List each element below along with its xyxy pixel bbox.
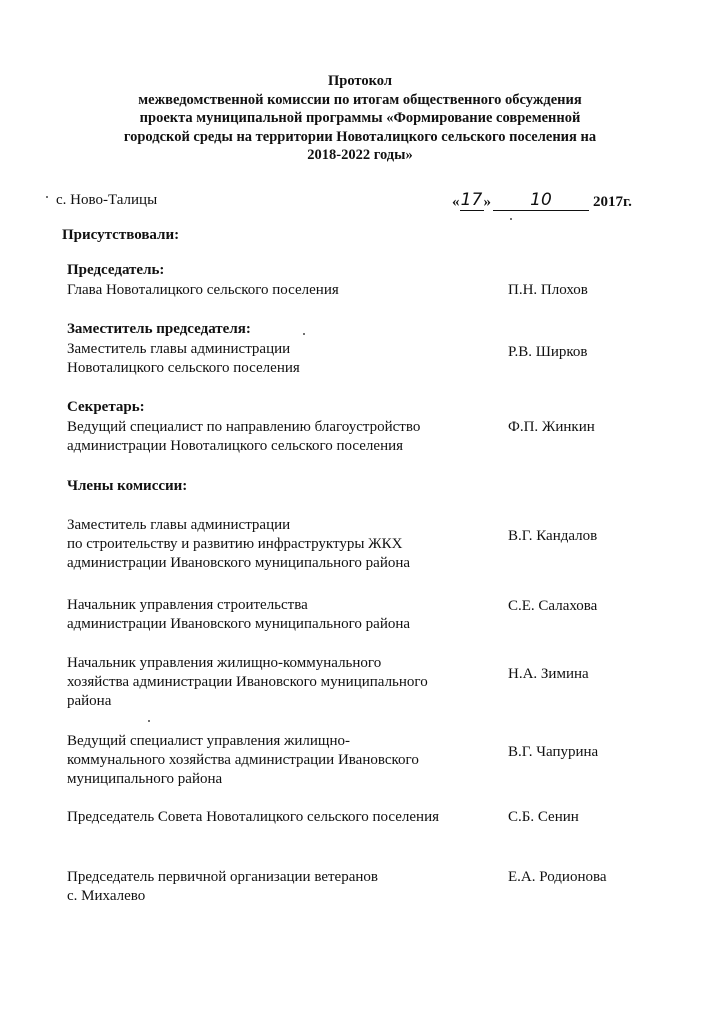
- role-line: по строительству и развитию инфраструктуры ЖКХ: [67, 536, 403, 552]
- chairman-name: П.Н. Плохов: [508, 282, 588, 298]
- member-name: С.Б. Сенин: [508, 809, 579, 825]
- member-name: С.Е. Салахова: [508, 598, 598, 614]
- member-name: В.Г. Кандалов: [508, 528, 598, 544]
- document-title: [40, 72, 680, 165]
- date-open-quote: «: [452, 194, 460, 210]
- title-heading: Протокол: [328, 73, 392, 89]
- role-line: Председатель Совета Новоталицкого сельского поселения: [67, 809, 439, 825]
- member-name: Е.А. Родионова: [508, 869, 607, 885]
- deputy-name: Р.В. Ширков: [508, 344, 588, 360]
- role-line: муниципального района: [67, 771, 223, 787]
- member-role: [67, 732, 497, 789]
- title-line: межведомственной комиссии по итогам общественного обсуждения: [138, 91, 582, 108]
- role-line: Новоталицкого сельского поселения: [67, 360, 300, 376]
- secretary-role: [67, 418, 497, 456]
- member-role: [67, 596, 497, 634]
- member-role: [67, 516, 497, 573]
- role-line: Ведущий специалист по направлению благоустройство: [67, 419, 421, 435]
- role-line: хозяйства администрации Ивановского муниципального: [67, 674, 428, 690]
- role-line: коммунального хозяйства администрации Ивановского: [67, 752, 419, 768]
- role-line: Ведущий специалист управления жилищно-: [67, 733, 351, 749]
- date-close-quote: »: [483, 194, 491, 210]
- role-line: Заместитель главы администрации: [67, 517, 291, 533]
- member-role: [67, 868, 497, 906]
- deputy-role: [67, 340, 497, 378]
- role-line: Начальник управления жилищно-коммунального: [67, 655, 382, 671]
- role-line: с. Михалево: [67, 888, 146, 904]
- role-line: Начальник управления строительства: [67, 597, 308, 613]
- title-line: проекта муниципальной программы «Формирование современной: [139, 110, 581, 126]
- scan-speck: [148, 720, 150, 722]
- secretary-header: Секретарь:: [67, 399, 145, 415]
- title-line: 2018-2022 годы»: [307, 147, 413, 163]
- chairman-role: [67, 281, 497, 300]
- meeting-date: [452, 190, 632, 211]
- present-label: Присутствовали:: [62, 227, 180, 243]
- scan-speck: [46, 196, 48, 198]
- member-role: [67, 654, 497, 711]
- date-year: 2017г.: [593, 194, 632, 210]
- title-line: городской среды на территории Новоталицкого сельского поселения на: [123, 128, 597, 145]
- scan-speck: [510, 218, 512, 220]
- role-line: Председатель первичной организации ветеранов: [67, 869, 378, 885]
- member-role: [67, 808, 497, 827]
- role-line: администрации Новоталицкого сельского поселения: [67, 438, 404, 454]
- secretary-name: Ф.П. Жинкин: [508, 419, 595, 435]
- role-line: Заместитель главы администрации: [67, 341, 291, 357]
- date-day-handwritten: 17: [460, 190, 483, 210]
- role-line: администрации Ивановского муниципального района: [67, 616, 411, 632]
- role-line: района: [67, 693, 112, 709]
- role-line: Глава Новоталицкого сельского поселения: [67, 282, 339, 298]
- member-name: В.Г. Чапурина: [508, 744, 599, 760]
- role-line: администрации Ивановского муниципального района: [67, 555, 411, 571]
- chairman-header: Председатель:: [67, 262, 165, 278]
- place-of-meeting: с. Ново-Талицы: [56, 192, 158, 208]
- members-header: Члены комиссии:: [67, 478, 188, 494]
- scan-speck: [303, 333, 305, 335]
- date-month-handwritten: 10: [493, 190, 589, 211]
- deputy-header: Заместитель председателя:: [67, 321, 251, 337]
- member-name: Н.А. Зимина: [508, 666, 589, 682]
